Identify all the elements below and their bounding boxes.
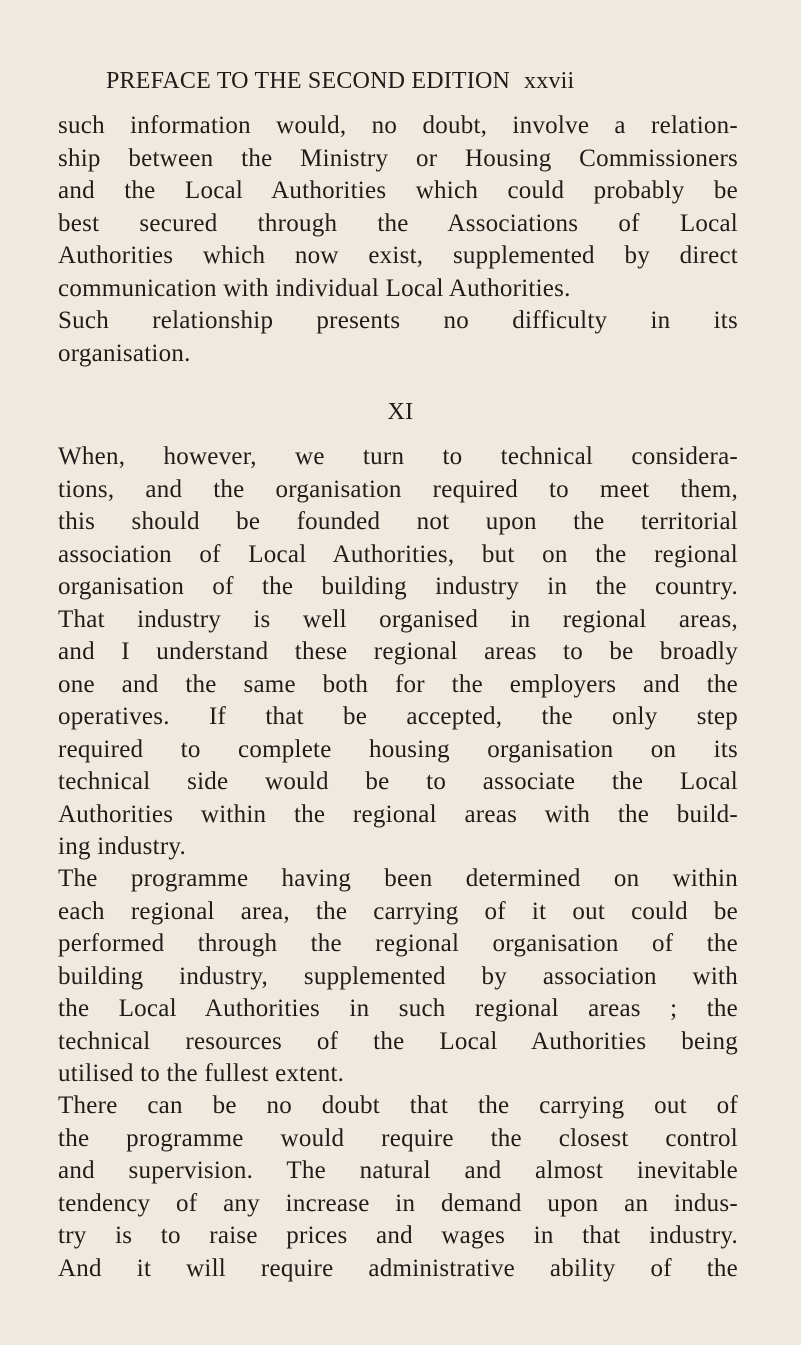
page-number: xxvii (524, 68, 575, 94)
running-header (106, 66, 726, 96)
text-line: tions, and the organisation required to meet them, (58, 475, 738, 503)
text-line: and I understand these regional areas to be broadly (58, 638, 738, 665)
paragraph-3 (58, 863, 738, 1091)
text-line: That industry is well organised in regional areas, (58, 605, 738, 633)
text-line: Authorities within the regional areas with the build- (58, 800, 738, 828)
section-heading: XI (387, 399, 414, 425)
text-line: The programme having been determined on within (58, 865, 738, 892)
running-header-title: PREFACE TO THE SECOND EDITION (106, 68, 511, 94)
text-line: building industry, supplemented by association with (58, 962, 738, 990)
text-line: one and the same both for the employers and the (58, 670, 738, 698)
paragraph-2 (58, 441, 738, 864)
text-line: utilised to the fullest extent. (58, 1060, 345, 1087)
text-line: Such relationship presents no difficulty in its (58, 307, 738, 334)
text-line: required to complete housing organisation on its (58, 735, 738, 763)
text-line: organisation. (58, 339, 191, 367)
text-line: When, however, we turn to technical considera- (58, 443, 738, 470)
paragraph-1 (58, 110, 738, 370)
text-line: organisation of the building industry in the country. (58, 573, 738, 600)
text-line: technical side would be to associate the Local (58, 768, 738, 795)
text-line: this should be founded not upon the territorial (58, 508, 738, 535)
text-line: best secured through the Associations of Local (58, 209, 738, 237)
text-line: and supervision. The natural and almost inevitable (58, 1157, 738, 1184)
text-line: technical resources of the Local Authorities being (58, 1027, 738, 1055)
text-line: association of Local Authorities, but on the regional (58, 540, 738, 568)
text-line: each regional area, the carrying of it out could be (58, 897, 738, 925)
text-line: Authorities which now exist, supplemented by direct (58, 242, 738, 269)
text-line: And it will require administrative ability of the (58, 1254, 738, 1282)
text-line: and the Local Authorities which could probably be (58, 177, 738, 204)
text-line: the Local Authorities in such regional areas ; the (58, 995, 738, 1022)
paragraph-4 (58, 1090, 738, 1285)
text-line: tendency of any increase in demand upon an indus- (58, 1189, 738, 1217)
text-line: try is to raise prices and wages in that industry. (58, 1222, 738, 1249)
text-line: ing industry. (58, 833, 187, 860)
text-line: such information would, no doubt, involve a relation- (58, 112, 738, 139)
text-line: operatives. If that be accepted, the only step (58, 703, 738, 730)
text-line: the programme would require the closest control (58, 1124, 738, 1152)
text-line: ship between the Ministry or Housing Commissioners (58, 144, 738, 172)
text-line: There can be no doubt that the carrying out of (58, 1092, 738, 1119)
text-line: performed through the regional organisation of the (58, 930, 738, 957)
text-line: communication with individual Local Authorities. (58, 274, 571, 302)
